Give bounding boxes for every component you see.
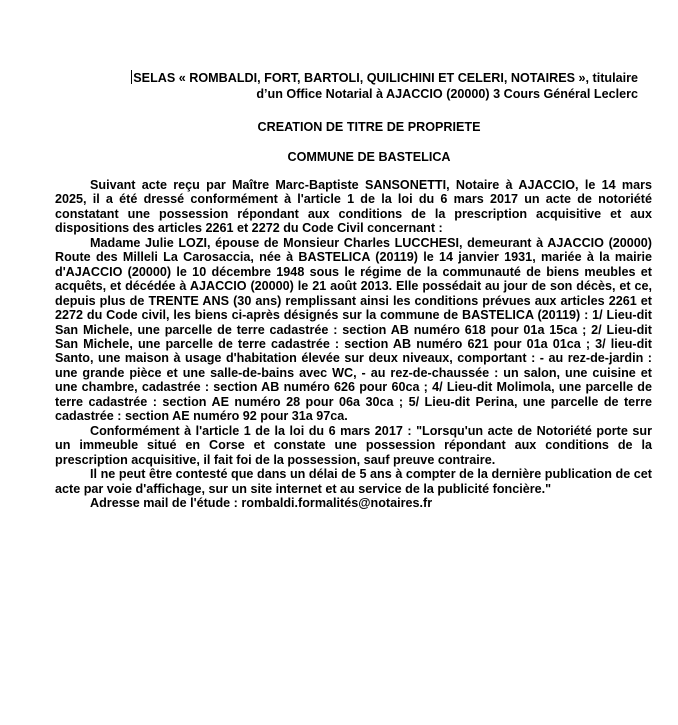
header-text-1: SELAS « ROMBALDI, FORT, BARTOLI, QUILICHINI ET CELERI, NOTAIRES », titulaire bbox=[133, 71, 638, 85]
paragraph-email: Adresse mail de l'étude : rombaldi.formalités@notaires.fr bbox=[90, 495, 433, 510]
document-title: CREATION DE TITRE DE PROPRIETE bbox=[257, 120, 481, 134]
header-line-2: d’un Office Notarial à AJACCIO (20000) 3 Cours Général Leclerc bbox=[256, 87, 638, 101]
paragraph-deed: Suivant acte reçu par Maître Marc-Baptiste SANSONETTI, Notaire à AJACCIO, le 14 mars 2025, il a été dressé conformément à l'article 1 de la loi du 6 mars 2017 un acte de notoriété constatant une possession répondant aux conditions de la prescription acquisitive et aux dispositions des articles 2261 et 2272 du Code Civil concernant : bbox=[55, 178, 652, 236]
header-line-1 bbox=[60, 70, 638, 86]
notice-body bbox=[55, 178, 652, 510]
paragraph-law-article: Conformément à l'article 1 de la loi du 6 mars 2017 : "Lorsqu'un acte de Notoriété porte sur un immeuble situé en Corse et constate une possession répondant aux conditions de la prescription acquisitive, il fait foi de la possession, sauf preuve contraire. bbox=[55, 423, 652, 467]
paragraph-owner-properties: Madame Julie LOZI, épouse de Monsieur Charles LUCCHESI, demeurant à AJACCIO (20000) Route des Milleli La Carosaccia, née à BASTELICA (20119) le 14 janvier 1931, mariée à la mairie d'AJACCIO (20000) le 10 décembre 1948 sous le régime de la communauté de biens meubles et acquêts, et décédée à AJACCIO (20000) le 21 août 2013. Elle possédait au jour de son décès, et ce, depuis plus de TRENTE ANS (30 ans) remplissant ainsi les conditions prévues aux articles 2261 et 2272 du Code civil, les biens ci-après désignés sur la commune de BASTELICA (20119) : 1/ Lieu-dit San Michele, une parcelle de terre cadastrée : section AB numéro 618 pour 01a 15ca ; 2/ Lieu-dit San Michele, une parcelle de terre cadastrée : section AB numéro 621 pour 01a 01ca ; 3/ lieu-dit Santo, une maison à usage d'habitation élevée sur deux niveaux, comportant : - au rez-de-jardin : une grande pièce et une salle-de-bains avec WC, - au rez-de-chaussée : un salon, une cuisine et une chambre, cadastrée : section AB numéro 626 pour 60ca ; 4/ Lieu-dit Molimola, une parcelle de terre cadastrée : section AE numéro 28 pour 06a 30ca ; 5/ Lieu-dit Perina, une parcelle de terre cadastrée : section AE numéro 92 pour 31a 97ca. bbox=[55, 235, 652, 424]
document-subtitle: COMMUNE DE BASTELICA bbox=[287, 150, 451, 164]
paragraph-contest-delay: Il ne peut être contesté que dans un délai de 5 ans à compter de la dernière publication de cet acte par voie d'affichage, sur un site internet et au service de la publicité foncière." bbox=[55, 467, 652, 496]
